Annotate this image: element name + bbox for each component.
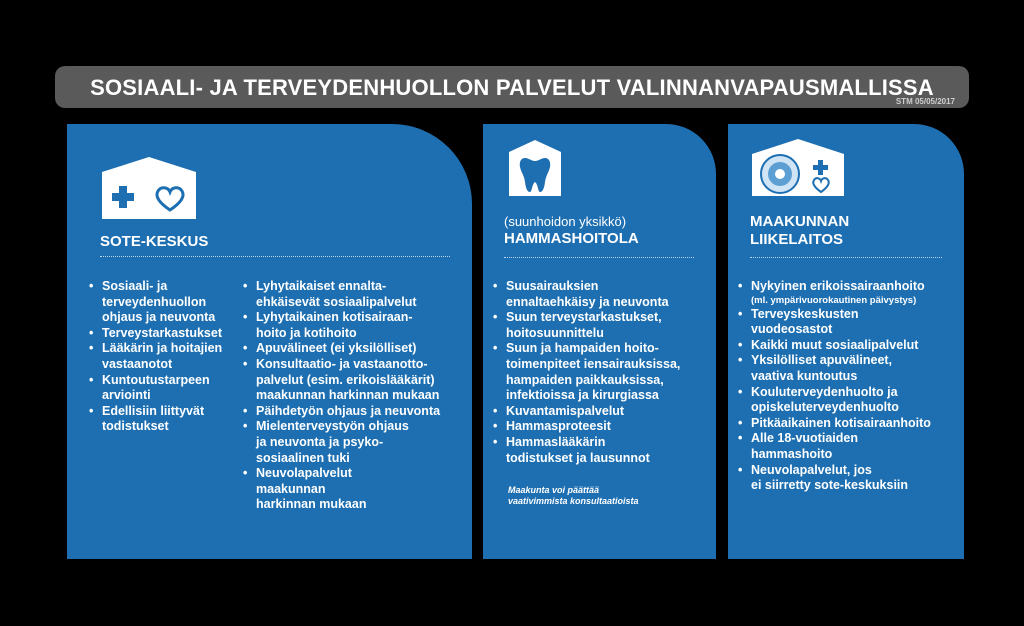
source-label: STM 05/05/2017 [895,97,955,106]
list-item: • Terveyskeskusten vuodeosastot [738,307,962,338]
list-item: • Kuntoutustarpeen arviointi [89,373,249,404]
panel-heading-line1: MAAKUNNAN [750,213,850,230]
service-list-col2 [243,279,468,513]
divider [750,257,942,258]
panel-hammashoitola [483,124,716,559]
list-item: • Mielenterveystyön ohjaus ja neuvonta ja psyko- sosiaalinen tuki [243,419,468,466]
list-item: • Neuvolapalvelut, jos ei siirretty sote-keskuksiin [738,463,962,494]
list-item: • Hammaslääkärin todistukset ja lausunnot [493,435,713,466]
panel-heading: HAMMASHOITOLA [504,230,639,247]
footnote: Maakunta voi päättää vaativimmista konsultaatioista [508,485,639,506]
list-item: • Lyhytaikaiset ennalta- ehkäisevät sosiaalipalvelut [243,279,468,310]
divider [100,256,450,257]
list-item: • Lyhytaikainen kotisairaan- hoito ja kotihoito [243,310,468,341]
service-list-col1 [89,279,249,435]
page-title: SOSIAALI- JA TERVEYDENHUOLLON PALVELUT VALINNANVAPAUSMALLISSA [90,75,934,100]
list-item: • Suun ja hampaiden hoito- toimenpiteet iensairauksissa, hampaiden paikkauksissa, infektioissa ja kirurgiassa [493,341,713,403]
list-item: • Kaikki muut sosiaalipalvelut [738,338,962,354]
list-item: • Lääkärin ja hoitajien vastaanotot [89,341,249,372]
list-item: • Kuvantamispalvelut [493,404,713,420]
list-item-main: Nykyinen erikoissairaanhoito [751,279,925,293]
list-item: • Yksilölliset apuvälineet, vaativa kuntoutus [738,353,962,384]
service-list [738,279,962,494]
list-item: • Päihdetyön ohjaus ja neuvonta [243,404,468,420]
list-item: • Alle 18-vuotiaiden hammashoito [738,431,962,462]
list-item: • Konsultaatio- ja vastaanotto- palvelut (esim. erikoislääkärit) maakunnan harkinnan mukaan [243,357,468,404]
list-item-sub: (ml. ympärivuorokautinen päivystys) [751,294,917,306]
house-hospital-icon [750,138,846,198]
list-item: • Edellisiin liittyvät todistukset [89,404,249,435]
list-item: • Sosiaali- ja terveydenhuollon ohjaus ja neuvonta [89,279,249,326]
panel-heading: SOTE-KESKUS [100,233,209,250]
service-list [493,279,713,466]
title-bar [55,66,969,108]
divider [504,257,694,258]
list-item: • Apuvälineet (ei yksilölliset) [243,341,468,357]
list-item: • Suun terveystarkastukset, hoitosuunnittelu [493,310,713,341]
list-item: • Neuvolapalvelut maakunnan harkinnan mukaan [243,466,468,513]
list-item [738,279,962,307]
house-cross-heart-icon [100,156,198,220]
panel-sote-keskus [67,124,472,559]
panel-subheading: (suunhoidon yksikkö) [504,214,627,229]
house-tooth-icon [507,138,563,198]
list-item: • Pitkäaikainen kotisairaanhoito [738,416,962,432]
list-item: • Terveystarkastukset [89,326,249,342]
panel-maakunnan-liikelaitos [728,124,964,559]
panel-heading-line2: LIIKELAITOS [750,231,844,248]
list-item: • Suusairauksien ennaltaehkäisy ja neuvonta [493,279,713,310]
list-item: • Hammasproteesit [493,419,713,435]
list-item: • Kouluterveydenhuolto ja opiskeluterveydenhuolto [738,385,962,416]
